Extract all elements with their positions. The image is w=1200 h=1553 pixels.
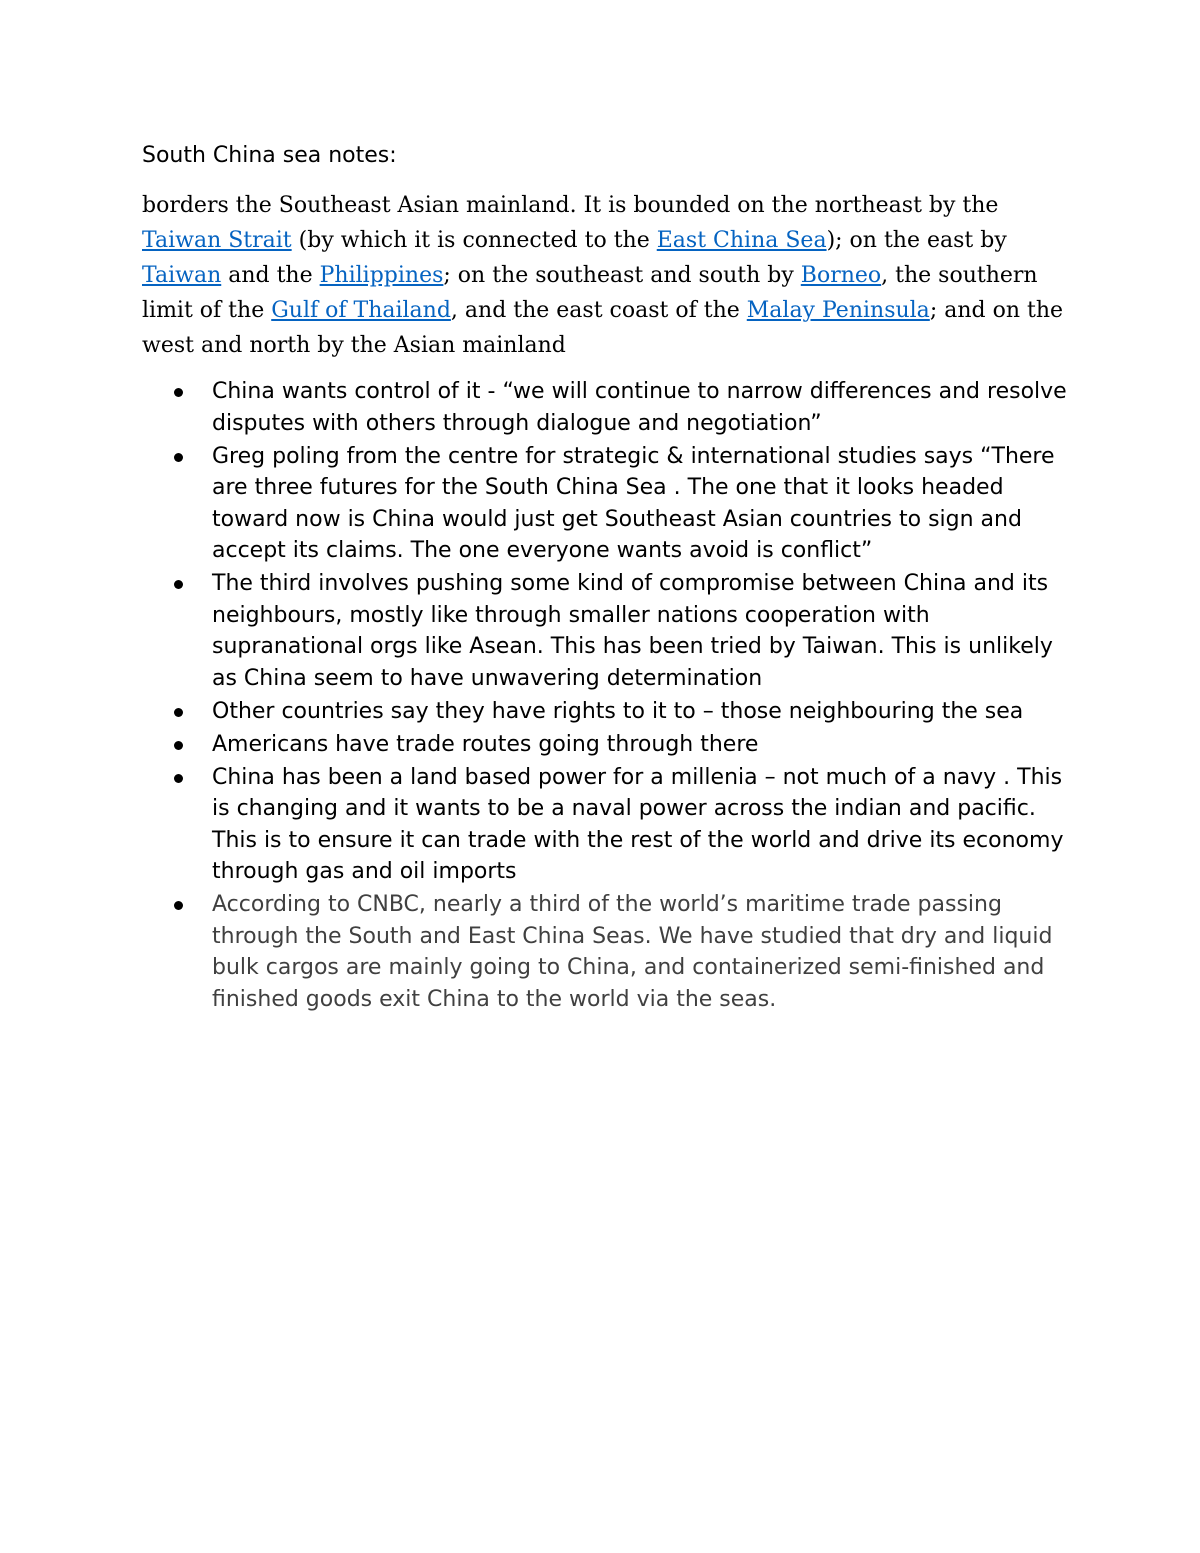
link-taiwan-strait[interactable]: Taiwan Strait bbox=[142, 228, 292, 253]
document-title: South China sea notes: bbox=[142, 143, 397, 168]
bullet-icon bbox=[174, 741, 183, 750]
link-philippines[interactable]: Philippines bbox=[319, 263, 444, 288]
intro-paragraph bbox=[142, 188, 1082, 363]
bullet-icon bbox=[174, 453, 183, 462]
intro-text: and the bbox=[221, 263, 320, 288]
bullet-text: According to CNBC, nearly a third of the world’s maritime trade passing through the South and East China Seas. We have studied that dry and liquid bulk cargos are mainly going to China, and containerized semi-finished and finished goods exit China to the world via the seas. bbox=[212, 892, 1053, 1012]
intro-text: , the southern limit of the bbox=[142, 263, 1038, 323]
link-gulf-of-thailand[interactable]: Gulf of Thailand bbox=[271, 298, 451, 323]
list-item bbox=[142, 376, 1082, 439]
list-item bbox=[142, 441, 1082, 567]
intro-text: ; on the southeast and south by bbox=[443, 263, 801, 288]
notes-bullet-list bbox=[142, 376, 1082, 1017]
list-item bbox=[142, 568, 1082, 694]
intro-text: borders the Southeast Asian mainland. It is bounded on the northeast by the bbox=[142, 193, 999, 218]
link-east-china-sea[interactable]: East China Sea bbox=[656, 228, 827, 253]
intro-text: (by which it is connected to the bbox=[291, 228, 657, 253]
bullet-text: The third involves pushing some kind of compromise between China and its neighbours, mostly like through smaller nations cooperation with supranational orgs like Asean. This has been tried by Taiwan. This is unlikely as China seem to have unwavering determination bbox=[212, 571, 1053, 691]
intro-text: ); on the east by bbox=[826, 228, 1007, 253]
list-item bbox=[142, 889, 1082, 1015]
bullet-icon bbox=[174, 774, 183, 783]
intro-text: , and the east coast of the bbox=[450, 298, 747, 323]
bullet-text: Americans have trade routes going through there bbox=[212, 731, 759, 757]
link-malay-peninsula[interactable]: Malay Peninsula bbox=[746, 298, 930, 323]
link-borneo[interactable]: Borneo bbox=[800, 263, 882, 288]
bullet-icon bbox=[174, 388, 183, 397]
bullet-icon bbox=[174, 708, 183, 717]
list-item bbox=[142, 696, 1082, 728]
bullet-text: Other countries say they have rights to it to – those neighbouring the sea bbox=[212, 698, 1024, 724]
list-item bbox=[142, 762, 1082, 888]
list-item bbox=[142, 729, 1082, 761]
link-taiwan[interactable]: Taiwan bbox=[142, 263, 222, 288]
bullet-text: China wants control of it - “we will continue to narrow differences and resolve disputes with others through dialogue and negotiation” bbox=[212, 379, 1067, 436]
intro-text: ; and on the west and north by the Asian mainland bbox=[142, 298, 1064, 358]
bullet-text: China has been a land based power for a millenia – not much of a navy . This is changing and it wants to be a naval power across the indian and pacific. This is to ensure it can trade with the rest of the world and drive its economy through gas and oil imports bbox=[212, 764, 1064, 884]
bullet-text: Greg poling from the centre for strategic & international studies says “There are three futures for the South China Sea . The one that it looks headed toward now is China would just get Southeast Asian countries to sign and accept its claims. The one everyone wants avoid is conflict” bbox=[212, 443, 1055, 563]
bullet-icon bbox=[174, 580, 183, 589]
bullet-icon bbox=[174, 901, 183, 910]
